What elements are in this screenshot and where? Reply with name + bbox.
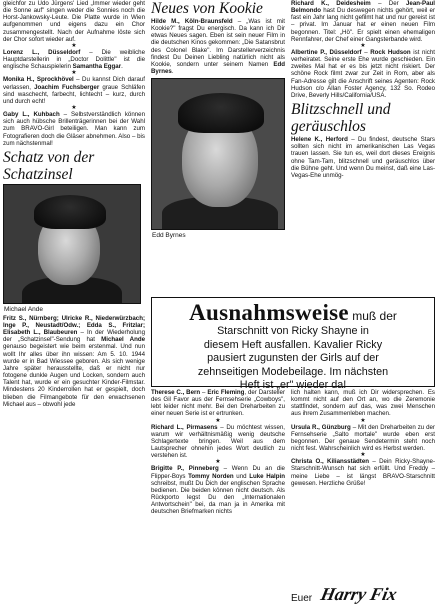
separator-star: ★	[71, 105, 77, 112]
column-right	[291, 0, 435, 295]
separator-star: ★	[360, 452, 366, 459]
letter-sender: Fritz S., Nürnberg; Ulricke R., Niederwürzbach; Inge P., Neustadt/Odw.; Edda S., Fritzlar; Elisabeth L., Blaubeuren	[3, 314, 145, 337]
letter-paragraph: Helene K., Herford – Du findest, deutsche Stars sollten sich nicht im amerikanischen Las Vegas trauen lassen. Sie tun es, weil dort dieses Ereignis ohne Tam-Tam, blitzschnell und geräuschlos über die Bühne geht. Und wenn Du meinst, daß eine Las-Vegas-Ehe unmög-	[291, 136, 435, 179]
letter-sender: Ursula R., Günzburg	[291, 423, 351, 431]
letter-paragraph: Ursula R., Günzburg – Mit den Dreharbeiten zu der Fernsehserie „Salto mortale" wurde eben erst begonnen. Der genaue Sendetermin steht noch nicht fest. Wahrscheinlich wird es Herbst werden.	[291, 423, 435, 453]
notice-line: diesem Heft ausfallen. Kavalier Ricky	[203, 338, 383, 351]
portrait-photo-michael-ande	[3, 184, 141, 304]
separator-star: ★	[360, 417, 366, 424]
letter-sender: Monika H., Sprockhövel	[3, 76, 74, 84]
letter-paragraph: Christa O., Kiliansstädten – Dein Ricky-Shayne-Starschnitt-Wunsch hat sich erfüllt. Und Freddy – meine Liebe – ist längst BRAVO-Starschnitt gewesen. Herzliche Grüße!	[291, 458, 435, 487]
notice-line: zehnseitigen Modebeilage. Im nächsten	[197, 365, 389, 378]
letter-paragraph: Gaby L., Kuhbach – Selbstverständlich können sich auch hübsche Brillenträgerinnen bei der Wahl zum BRAVO-Girl beteiligen. Man kann zum Fotografieren doch die Gläser abnehmen. Also – bis zum nächstenmal!	[3, 111, 145, 147]
letter-paragraph: Monika H., Sprockhövel – Du kannst Dich darauf verlassen, Joachim Fuchsberger graue Schläfen sind waschecht, farbecht, lichtecht – kurz, durch und durch echt!	[3, 76, 145, 105]
notice-line: Heft ist „er" wieder da!	[239, 379, 347, 391]
portrait-photo-edd-byrnes	[151, 78, 285, 230]
separator-star: ★	[215, 459, 221, 466]
column-right-lower	[291, 389, 435, 581]
separator-star: ★	[71, 42, 77, 49]
letter-sender: Albertine P., Düsseldorf	[291, 48, 362, 56]
photo-caption: Michael Ande	[4, 305, 44, 313]
letter-paragraph: Therese C., Bern – Eric Fleming, der Darsteller des Gil Favor aus der Fernsehserie „Cowboys", lebt leider nicht mehr. Bei den Dreharbeiten zu einer neuen Serie ist er ertrunken.	[151, 389, 285, 418]
signature-block	[291, 583, 435, 611]
separator-star: ★	[360, 42, 366, 49]
letter-paragraph: Richard K., Deidesheim – Der Jean-Paul Belmondo hast Du deswegen nichts gehört, weil er fast ein Jahr lang nicht gefilmt hat und nur gereist ist – privat. Im Januar hat er einen neuen Film begonnen. Titel: „Hö". Er spielt einen ehemaligen Rennfahrer, der Chef einer Gangsterbande wird.	[291, 0, 435, 43]
letter-sender: Richard K., Deidesheim	[291, 0, 371, 7]
section-heading: Neues von Kookie	[151, 0, 263, 17]
letter-sender: Gaby L., Kuhbach	[3, 111, 60, 119]
letter-sender: Brigitte P., Pinneberg	[151, 465, 219, 473]
text-paragraph: lich halten kann, muß ich Dir widersprechen. Es kommt nicht auf den Ort an, wo die Zeremonie stattfindet, sondern auf das, was zwei Menschen aus ihrem Zusammenleben machen.	[291, 389, 435, 418]
photo-caption: Edd Byrnes	[152, 232, 186, 240]
letter-sender: Lorenz L., Düsseldorf	[3, 48, 81, 56]
letter-sender: Christa O., Kiliansstädten	[291, 458, 369, 466]
column-middle-lower	[151, 389, 285, 613]
text-paragraph: gleichfor zu Udo Jürgens' Lied „Immer wieder geht die Sonne auf" singen weder die Sonnies noch die Horst-Jankowsky-Leute. Die Platte wurde in Wien aufgenommen und eigens dazu ein Chor zusammengestellt. Nach der Aufnahme löste sich der Chor sofort wieder auf.	[3, 0, 145, 43]
letter-paragraph: Fritz S., Nürnberg; Ulricke R., Niederwürzbach; Inge P., Neustadt/Odw.; Edda S., Fritzlar; Elisabeth L., Blaubeuren – In der Wiederholung der „Schatzinsel"-Sendung hat Michael Ande genauso begeistert wie beim erstenmal. Und nun wollt Ihr alles über ihn wissen: Am 5. 10. 1944 wurde er in Bad Wiessee geboren. Als sich wenige Jahre später herausstellte, daß er nicht nur fotogene dunkle Augen und Locken, sondern auch Talent hat, wurde er ein gesuchter Kinder-Filmstar. Mindestens 20 Kinderrollen hat er gespielt, doch blieben die Filmangebote für den erwachsenen Michael aus – obwohl jede	[3, 314, 145, 408]
letter-paragraph: Lorenz L., Düsseldorf – Die weibliche Hauptdarstellerin in „Doctor Dolittle" ist die englische Schauspielerin Samantha Eggar.	[3, 48, 145, 71]
notice-line: Starschnitt von Ricky Shayne in	[217, 325, 369, 337]
letter-paragraph: Richard L., Pirmasens – Du möchtest wissen, warum wir verhältnismäßig wenig deutsche Schlagertexte bringen. Weil aus dem Lautsprecher ohnehin jedes Wort deutlich zu verstehen ist.	[151, 423, 285, 460]
notice-box	[151, 297, 435, 391]
separator-star: ★	[71, 70, 77, 77]
letter-paragraph: Hilde M., Köln-Braunsfeld – „Was ist mit Kookie?" fragst Du energisch. Da kann ich Dir etwas Neues sagen. Eben ist sein neuer Film in die deutschen Kinos gekommen: „Die Satansbrut des Colonel Blake". Im Darstellerverzeichnis findest Du Deinen Liebling natürlich nicht als Kookie, sondern unter seinem Namen Edd Byrnes.	[151, 18, 285, 76]
letter-paragraph: Brigitte P., Pinneberg – Wenn Du an die Flipper-Boys Tommy Norden und Luke Halpin schreibst, mußt Du Dich der englischen Sprache bedienen. Die beiden können nicht deutsch. Als Rückporto legst Du den „Internationalen Antwortschein" bei, da man ja in Amerika mit deutschen Briefmarken nichts	[151, 465, 285, 516]
column-left	[3, 0, 145, 613]
letter-sender: Richard L., Pirmasens	[151, 423, 218, 431]
section-heading: Schatz von der Schatzinsel	[3, 148, 95, 183]
section-heading: Blitzschnell und geräuschlos	[291, 101, 391, 136]
letter-sender: Therese C., Bern	[151, 389, 201, 396]
letter-paragraph: Albertine P., Düsseldorf – Rock Hudson ist nicht verheiratet. Seine erste Ehe wurde geschieden. Ein zweites Mal hat er es bis jetzt nicht riskiert. Der schöne Rock filmt zwar zur Zeit in Rom, aber als Fan-Adresse gilt die Anschrift seines Agenten: Rock Hudson c/o Allan Foster Agency, 132 So. Rodeo Drive, Beverly Hills/California/USA.	[291, 48, 435, 99]
column-middle	[151, 0, 285, 295]
handwritten-signature: Harry Fix	[318, 584, 399, 604]
notice-line: pausiert zugunsten der Girls auf der	[207, 352, 379, 364]
notice-headline-suffix: muß der	[348, 309, 397, 323]
letter-sender: Hilde M., Köln-Braunsfeld	[151, 18, 233, 25]
sign-off: Euer	[291, 593, 313, 604]
separator-star: ★	[215, 417, 221, 424]
notice-headline: Ausnahmsweise	[189, 300, 349, 325]
letter-sender: Helene K., Herford	[291, 136, 348, 144]
